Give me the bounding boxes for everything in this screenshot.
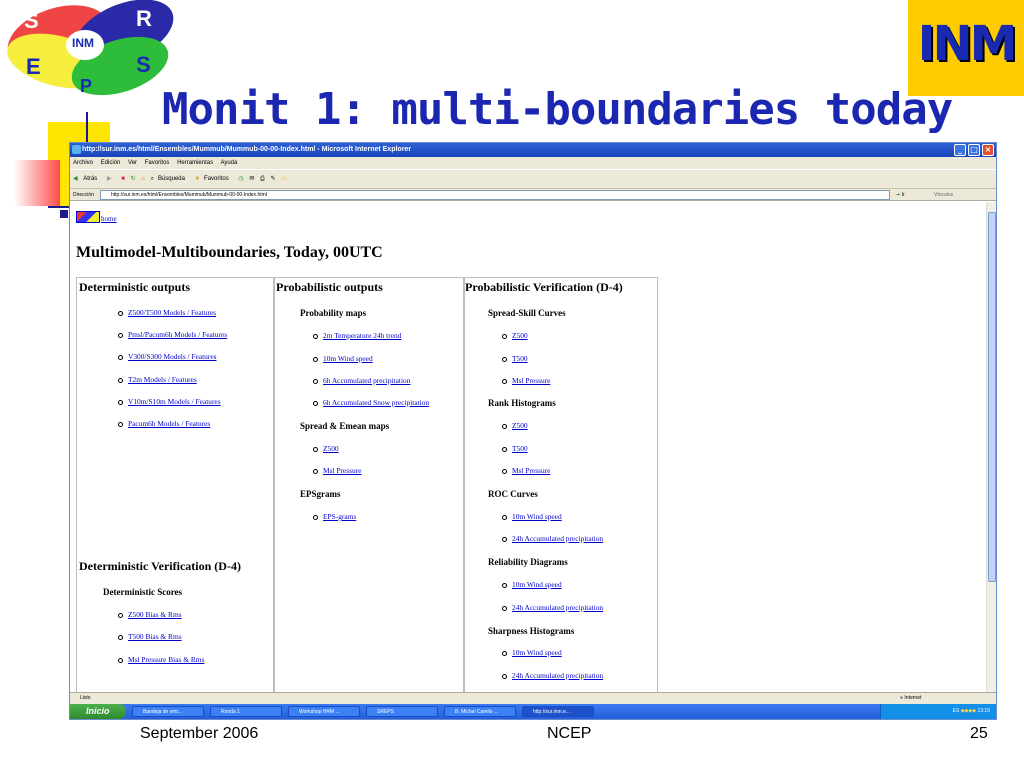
menu-bar — [70, 157, 996, 169]
srps-logo — [4, 0, 180, 106]
taskbar-item[interactable]: B. Michel Camilo ... — [444, 706, 516, 717]
ie-icon — [72, 145, 81, 154]
folder-icon[interactable]: ▭ — [281, 176, 287, 182]
mail-icon[interactable]: ✉ — [249, 176, 255, 182]
maximize-button[interactable]: □ — [968, 144, 980, 156]
menu-archivo[interactable]: Archivo — [73, 160, 94, 166]
footer-center: NCEP — [547, 725, 592, 742]
list-item[interactable]: 10m Wind speed — [502, 580, 562, 589]
footer-date: September 2006 — [140, 725, 259, 742]
deterministic-verification-title: Deterministic Verification (D-4) — [79, 559, 241, 573]
vertical-scrollbar[interactable] — [986, 202, 996, 692]
list-item[interactable]: Z500 Bias & Rms — [118, 610, 182, 619]
menu-edicion[interactable]: Edición — [100, 160, 121, 166]
decor-blue-square — [60, 210, 68, 218]
list-item[interactable]: 24h Accumulated precipitation — [502, 534, 603, 543]
favorites-button[interactable]: ★ Favoritos — [195, 170, 233, 188]
history-icon[interactable]: ◷ — [238, 176, 244, 182]
taskbar-item-active[interactable]: http://sur.inm.e... — [522, 706, 594, 717]
system-tray — [880, 704, 996, 719]
list-item[interactable]: Msl Pressure — [502, 466, 550, 475]
list-item[interactable]: 24h Accumulated precipitation — [502, 603, 603, 612]
browser-toolbar — [70, 169, 996, 189]
menu-ayuda[interactable]: Ayuda — [220, 160, 238, 166]
go-button[interactable]: ➔ Ir — [896, 192, 905, 198]
list-item[interactable]: 6h Accumulated Snow precipitation — [313, 398, 429, 407]
logo-letter-r: R — [136, 6, 152, 31]
menu-herramientas[interactable]: Herramientas — [177, 160, 214, 166]
star-icon: ★ — [194, 176, 201, 182]
list-item[interactable]: 10m Wind speed — [502, 648, 562, 657]
group-title: Probability maps — [300, 308, 367, 318]
list-item[interactable]: V300/S300 Models / Features — [118, 352, 216, 361]
group-title: ROC Curves — [488, 489, 538, 499]
inm-logo-text: INM — [917, 16, 1015, 72]
group-title: Spread-Skill Curves — [488, 308, 566, 318]
list-item[interactable]: T500 Bias & Rms — [118, 632, 182, 641]
refresh-icon[interactable]: ↻ — [130, 176, 136, 182]
list-item[interactable]: T2m Models / Features — [118, 375, 197, 384]
deterministic-outputs-title: Deterministic outputs — [79, 280, 190, 294]
scrollbar-thumb[interactable] — [988, 212, 996, 582]
list-item[interactable]: Msl Pressure — [313, 466, 361, 475]
home-image-icon — [76, 211, 100, 223]
zone-indicator: ● Internet — [900, 695, 922, 701]
list-item[interactable]: Msl Pressure Bias & Rms — [118, 655, 204, 664]
print-icon[interactable]: ⎙ — [260, 176, 265, 182]
logo-letter-e: E — [26, 54, 41, 79]
list-item[interactable]: T500 — [502, 354, 528, 363]
stop-icon[interactable]: ■ — [121, 176, 125, 182]
search-button[interactable]: ⌕ Búsqueda — [151, 170, 189, 188]
deterministic-scores-subtitle: Deterministic Scores — [103, 587, 183, 597]
taskbar-item[interactable]: Workshop HRM ... — [288, 706, 360, 717]
address-bar — [70, 189, 996, 201]
tray-icons: ◆◆◆◆ — [960, 708, 977, 714]
list-item[interactable]: Z500/T500 Models / Features — [118, 308, 216, 317]
back-button[interactable]: ◀ Atrás — [73, 170, 101, 188]
page-number: 25 — [970, 725, 988, 742]
edit-icon[interactable]: ✎ — [270, 176, 276, 182]
list-item[interactable]: 6h Accumulated precipitation — [313, 376, 410, 385]
list-item[interactable]: Pmsl/Pacum6h Models / Features — [118, 330, 227, 339]
probabilistic-outputs-title: Probabilistic outputs — [276, 280, 383, 294]
home-icon[interactable]: ⌂ — [141, 176, 145, 182]
address-input[interactable]: http://sur.inm.es/html/Ensembles/Mummub/Mummub-00-00-Index.html — [100, 190, 890, 200]
list-item[interactable]: Msl Pressure — [502, 376, 550, 385]
minimize-button[interactable]: _ — [954, 144, 966, 156]
group-title: EPSgrams — [300, 489, 341, 499]
logo-center-text: INM — [72, 36, 94, 50]
page-content — [70, 202, 986, 692]
list-item[interactable]: Z500 — [313, 444, 339, 453]
forward-arrow-icon: ▶ — [106, 176, 112, 182]
search-icon: ⌕ — [150, 176, 154, 182]
list-item[interactable]: 2m Temperature 24h trend — [313, 331, 401, 340]
menu-ver[interactable]: Ver — [128, 160, 138, 166]
group-title: Spread & Emean maps — [300, 421, 390, 431]
taskbar-item[interactable]: Ronda 1 — [210, 706, 282, 717]
start-button[interactable]: Inicio — [70, 704, 126, 719]
page-heading: Multimodel-Multiboundaries, Today, 00UTC — [76, 244, 383, 261]
decor-red-gradient — [14, 160, 60, 206]
group-title: Sharpness Histograms — [488, 626, 575, 636]
list-item[interactable]: Pacum6h Models / Features — [118, 419, 210, 428]
list-item[interactable]: Z500 — [502, 331, 528, 340]
column-deterministic — [76, 277, 274, 692]
list-item[interactable]: EPS-grams — [313, 512, 356, 521]
window-titlebar — [70, 143, 996, 157]
logo-letter-p: P — [80, 76, 93, 96]
inm-logo — [908, 0, 1024, 96]
list-item[interactable]: Z500 — [502, 421, 528, 430]
menu-favoritos[interactable]: Favoritos — [144, 160, 170, 166]
language-indicator[interactable]: ES — [952, 708, 960, 714]
globe-icon: ● — [900, 695, 904, 701]
list-item[interactable]: 10m Wind speed — [502, 512, 562, 521]
taskbar-item[interactable]: SREPS — [366, 706, 438, 717]
group-title: Reliability Diagrams — [488, 557, 568, 567]
clock: 13:15 — [977, 708, 990, 714]
browser-window — [69, 142, 997, 720]
back-arrow-icon: ◀ — [73, 176, 78, 182]
slide-title: Monit 1: multi-boundaries today — [162, 84, 953, 135]
logo-letter-s: S — [24, 8, 39, 33]
links-label[interactable]: Vínculos — [934, 192, 954, 198]
taskbar-item[interactable]: Bandeja de entr... — [132, 706, 204, 717]
taskbar — [70, 704, 996, 719]
logo-letter-s2: S — [136, 52, 151, 77]
probabilistic-verification-title: Probabilistic Verification (D-4) — [465, 280, 623, 294]
close-button[interactable]: × — [982, 144, 994, 156]
status-bar — [70, 692, 996, 704]
status-text: Listo — [80, 695, 91, 701]
list-item[interactable]: 10m Wind speed — [313, 354, 373, 363]
group-title: Rank Histograms — [488, 398, 556, 408]
list-item[interactable]: 24h Accumulated precipitation — [502, 671, 603, 680]
home-link[interactable]: home — [76, 211, 117, 223]
list-item[interactable]: T500 — [502, 444, 528, 453]
address-label: Dirección — [73, 192, 94, 198]
list-item[interactable]: V10m/S10m Models / Features — [118, 397, 221, 406]
forward-button[interactable] — [107, 170, 116, 188]
window-title: http://sur.inm.es/html/Ensembles/Mummub/Mummub-00-00-Index.html - Microsoft Internet Explorer — [82, 146, 412, 153]
